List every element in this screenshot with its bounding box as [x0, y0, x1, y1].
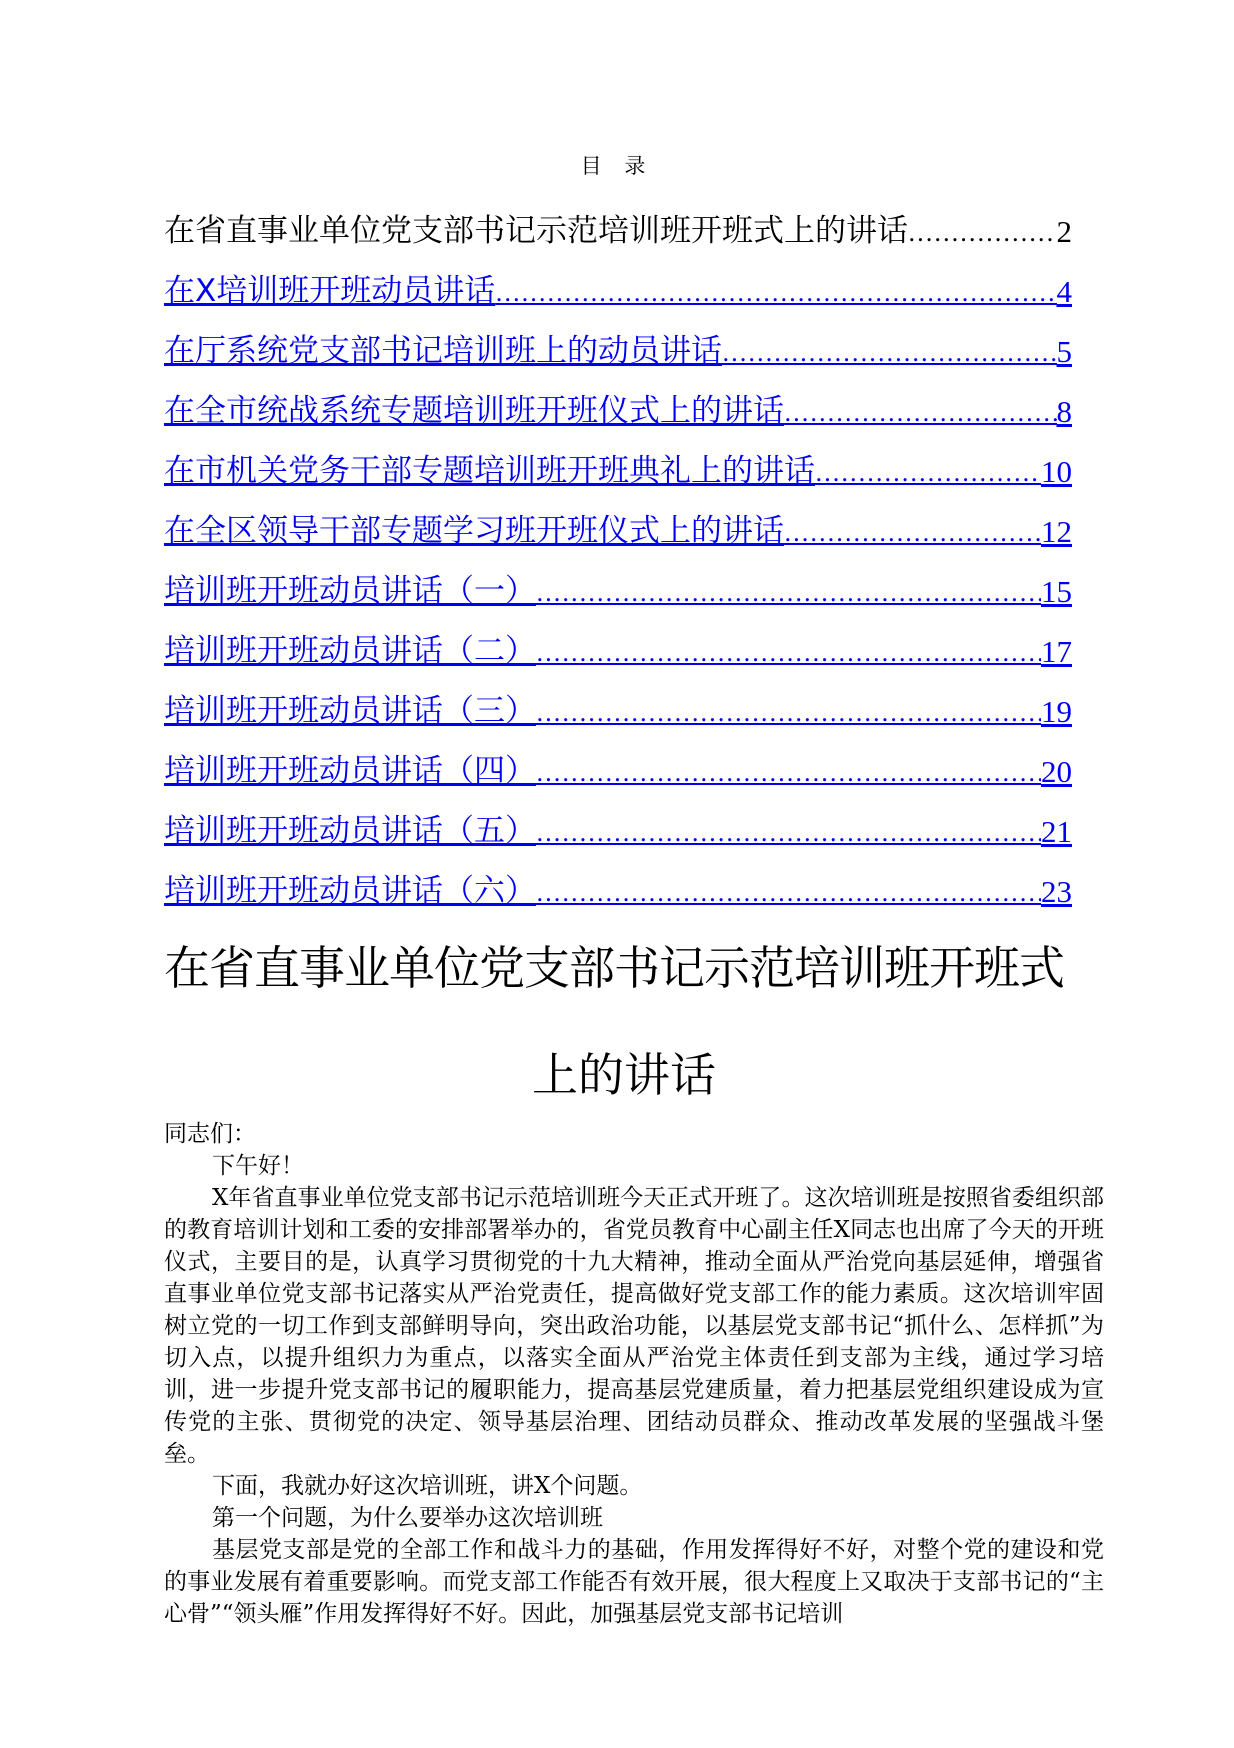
toc-entry-title: 培训班开班动员讲话（一）	[164, 573, 536, 609]
toc-leader	[784, 519, 1041, 550]
toc-entry-page: 8	[1056, 394, 1072, 429]
salutation: 同志们：	[164, 1121, 256, 1147]
paragraph: 第一个问题，为什么要举办这次培训班	[212, 1505, 603, 1531]
article-title	[164, 915, 1084, 1129]
toc-entry[interactable]	[164, 790, 1072, 850]
toc-entry[interactable]	[164, 670, 1072, 730]
toc-leader	[536, 639, 1041, 670]
paragraph: 基层党支部是党的全部工作和战斗力的基础，作用发挥得好不好，对整个党的建设和党的事业发展有着重要影响。而党支部工作能否有效开展，很大程度上又取决于支部书记的“主心骨”“领头雁”作用发挥得好不好。因此，加强基层党支部书记培训	[164, 1537, 1104, 1627]
toc-leader	[495, 279, 1056, 310]
toc-entry-page: 20	[1041, 754, 1072, 789]
toc-entry[interactable]	[164, 550, 1072, 610]
table-of-contents	[164, 190, 1072, 910]
toc-leader	[536, 759, 1041, 790]
toc-leader	[784, 399, 1057, 430]
toc-entry-page: 10	[1041, 454, 1072, 489]
toc-leader	[815, 459, 1041, 490]
toc-leader	[536, 699, 1041, 730]
paragraph: 下面，我就办好这次培训班，讲X个问题。	[212, 1473, 643, 1499]
toc-entry-title: 培训班开班动员讲话（六）	[164, 873, 536, 909]
article-title-line1: 在省直事业单位党支部书记示范培训班开班式	[164, 941, 1064, 995]
toc-entry-title: 培训班开班动员讲话（四）	[164, 753, 536, 789]
toc-entry[interactable]	[164, 250, 1072, 310]
toc-entry-title: 在省直事业单位党支部书记示范培训班开班式上的讲话	[164, 213, 908, 249]
toc-entry-page: 4	[1056, 274, 1072, 309]
toc-entry-page: 5	[1056, 334, 1072, 369]
toc-entry[interactable]	[164, 730, 1072, 790]
toc-title: 目 录	[580, 154, 654, 178]
toc-leader	[536, 579, 1041, 610]
toc-entry-title: 培训班开班动员讲话（二）	[164, 633, 536, 669]
article-body	[164, 1118, 1104, 1630]
article-title-line2: 上的讲话	[532, 1048, 716, 1102]
toc-leader	[536, 879, 1041, 910]
toc-entry-title: 在市机关党务干部专题培训班开班典礼上的讲话	[164, 453, 815, 489]
toc-entry[interactable]	[164, 430, 1072, 490]
greeting: 下午好！	[212, 1153, 304, 1179]
toc-entry-title: 培训班开班动员讲话（五）	[164, 813, 536, 849]
toc-entry-title: 在全市统战系统专题培训班开班仪式上的讲话	[164, 393, 784, 429]
toc-entry-title: 培训班开班动员讲话（三）	[164, 693, 536, 729]
toc-entry-page: 12	[1041, 514, 1072, 549]
toc-entry[interactable]	[164, 310, 1072, 370]
toc-entry-page: 19	[1041, 694, 1072, 729]
toc-entry-title: 在全区领导干部专题学习班开班仪式上的讲话	[164, 513, 784, 549]
toc-leader	[722, 339, 1057, 370]
toc-entry-page: 21	[1041, 814, 1072, 849]
toc-leader	[536, 819, 1041, 850]
toc-leader	[908, 219, 1057, 250]
toc-entry[interactable]	[164, 370, 1072, 430]
toc-entry-page: 15	[1041, 574, 1072, 609]
toc-entry[interactable]	[164, 190, 1072, 250]
paragraph: X年省直事业单位党支部书记示范培训班今天正式开班了。这次培训班是按照省委组织部的教育培训计划和工委的安排部署举办的，省党员教育中心副主任X同志也出席了今天的开班仪式，主要目的是，认真学习贯彻党的十九大精神，推动全面从严治党向基层延伸，增强省直事业单位党支部书记落实从严治党责任，提高做好党支部工作的能力素质。这次培训牢固树立党的一切工作到支部鲜明导向，突出政治功能，以基层党支部书记“抓什么、怎样抓”为切入点，以提升组织力为重点，以落实全面从严治党主体责任到支部为主线，通过学习培训，进一步提升党支部书记的履职能力，提高基层党建质量，着力把基层党组织建设成为宣传党的主张、贯彻党的决定、领导基层治理、团结动员群众、推动改革发展的坚强战斗堡垒。	[164, 1185, 1104, 1467]
toc-entry-page: 17	[1041, 634, 1072, 669]
toc-entry-title: 在厅系统党支部书记培训班上的动员讲话	[164, 333, 722, 369]
toc-entry-page: 2	[1056, 214, 1072, 249]
toc-entry[interactable]	[164, 610, 1072, 670]
toc-entry[interactable]	[164, 490, 1072, 550]
toc-entry[interactable]	[164, 850, 1072, 910]
toc-entry-page: 23	[1041, 874, 1072, 909]
toc-entry-title: 在X培训班开班动员讲话	[164, 273, 496, 309]
